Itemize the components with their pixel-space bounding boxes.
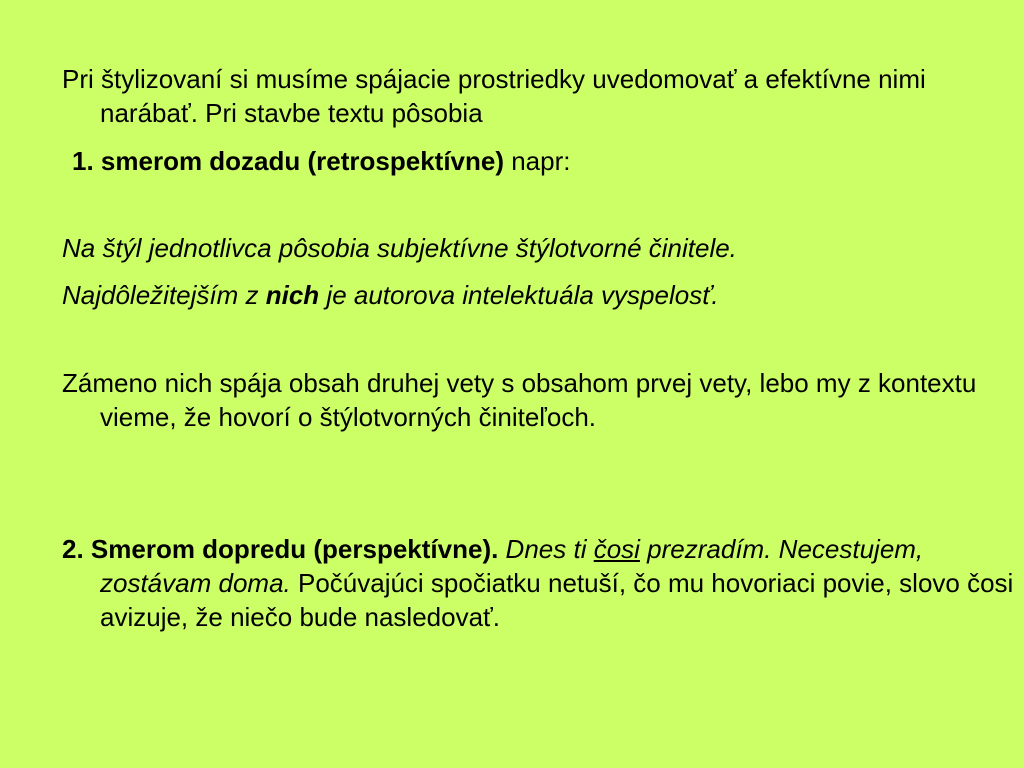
perspective-example-pre: Dnes ti [498, 534, 594, 564]
example-sentence-2-pre: Najdôležitejším z [62, 280, 266, 310]
paragraph-example-sentence-2 [62, 278, 1024, 312]
paragraph-perspective [62, 532, 1024, 634]
example-sentence-2-post: je autorova intelektuála vyspelosť. [319, 280, 719, 310]
perspective-example-keyword: čosi [593, 534, 640, 564]
explanation-text: Zámeno nich spája obsah druhej vety s obsahom prvej vety, lebo my z kontextu vieme, že hovorí o štýlotvorných činiteľoch. [62, 368, 977, 432]
perspective-heading: 2. Smerom dopredu (perspektívne). [62, 534, 499, 564]
paragraph-retrospective-heading [72, 144, 1002, 178]
example-sentence-1: Na štýl jednotlivca pôsobia subjektívne štýlotvorné činitele. [62, 233, 737, 263]
perspective-example-post: prezradím. Necestujem, zostávam doma. [100, 534, 924, 598]
intro-text: Pri štylizovaní si musíme spájacie prostriedky uvedomovať a efektívne nimi narábať. Pri stavbe textu pôsobia [62, 64, 926, 128]
paragraph-explanation [62, 366, 1024, 434]
retrospective-example-label: napr: [504, 146, 571, 176]
retrospective-heading: 1. smerom dozadu (retrospektívne) [72, 146, 504, 176]
example-sentence-2-keyword: nich [265, 280, 320, 310]
perspective-explanation: Počúvajúci spočiatku netuší, čo mu hovoriaci povie, slovo čosi avizuje, že niečo bude nasledovať. [100, 568, 1014, 632]
paragraph-example-sentence-1 [62, 231, 1024, 265]
paragraph-intro [62, 62, 1024, 130]
